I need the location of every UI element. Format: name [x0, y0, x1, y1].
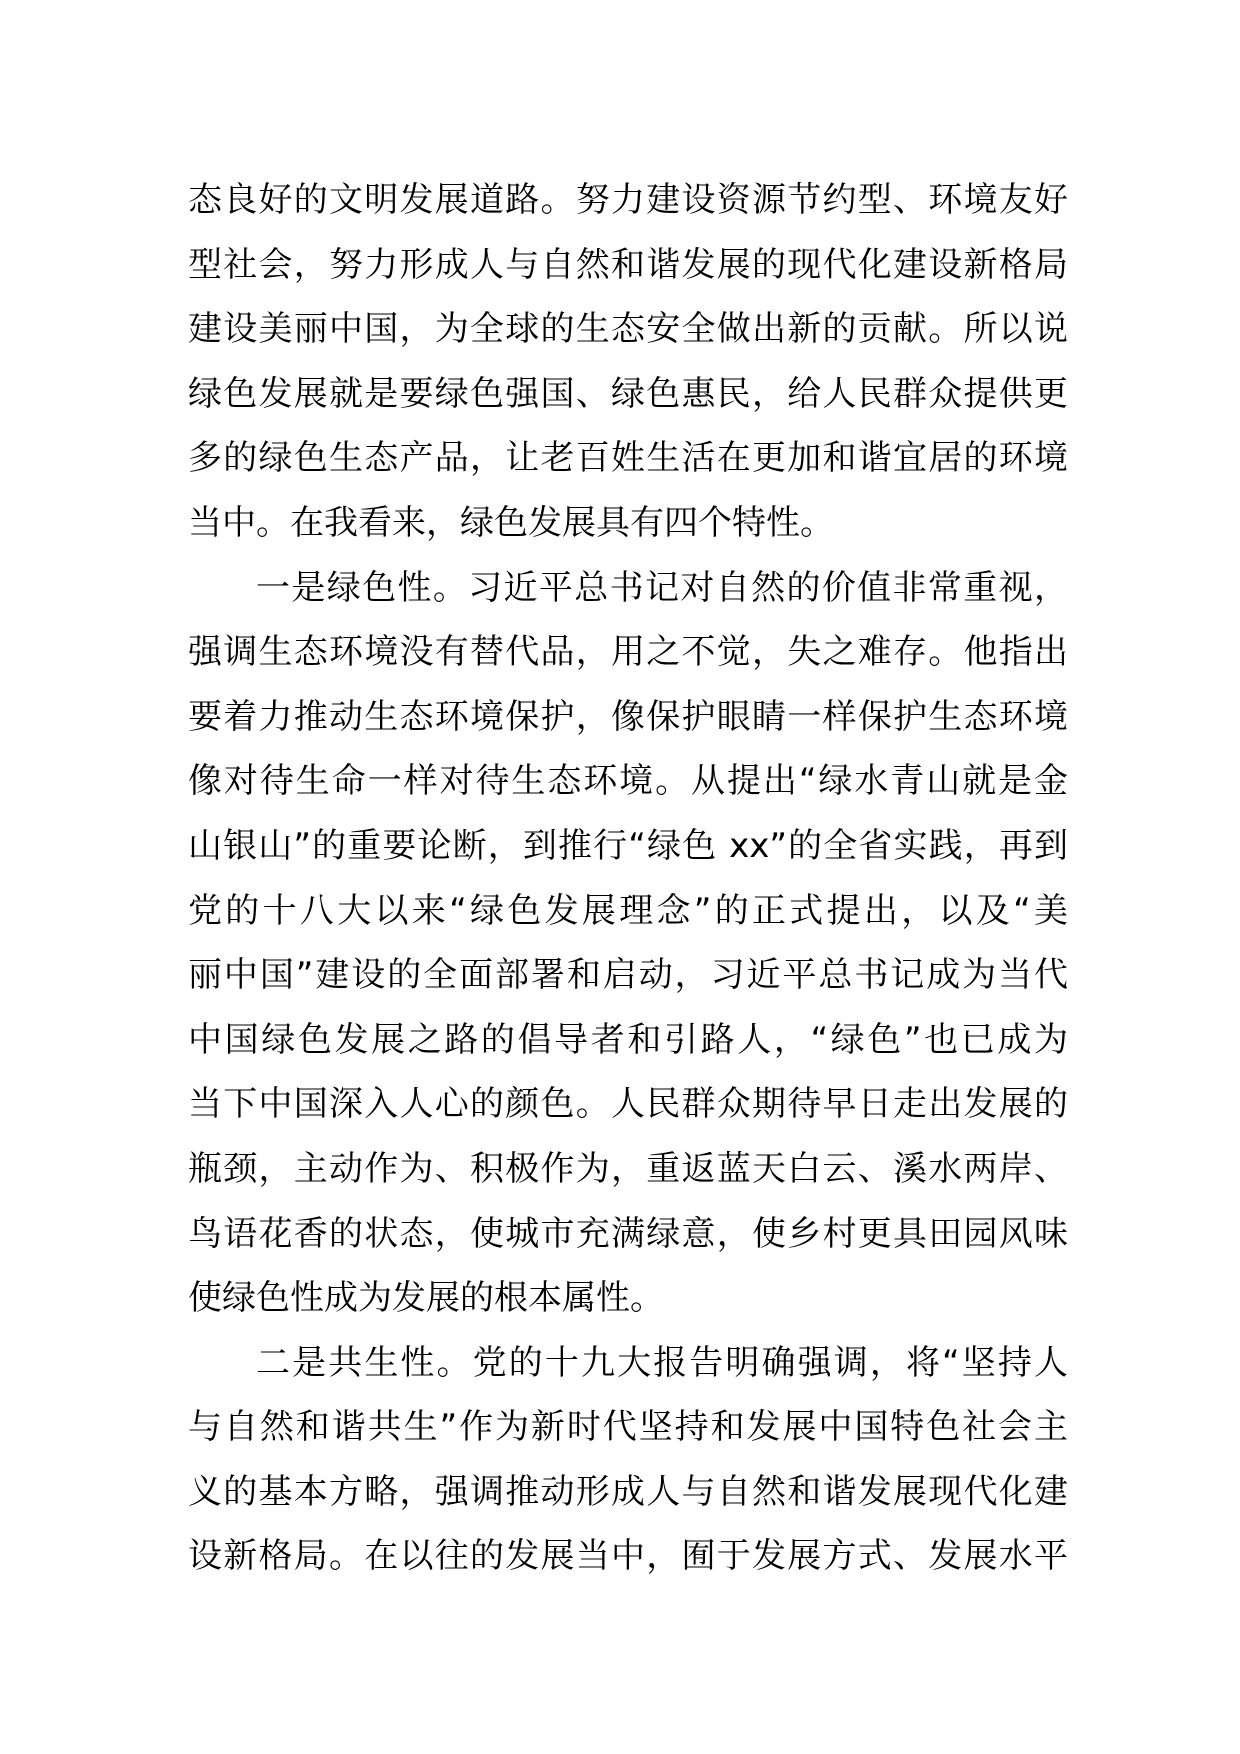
- text-line: 像对待生命一样对待生态环境。从提出“绿水青山就是金: [188, 761, 1068, 802]
- text-line: 态良好的文明发展道路。努力建设资源节约型、环境友好: [188, 180, 1068, 220]
- body-text: [188, 168, 1068, 1589]
- text-line: 当中。在我看来，绿色发展具有四个特性。: [188, 502, 834, 543]
- text-line: 要着力推动生态环境保护，像保护眼睛一样保护生态环境: [188, 696, 1068, 737]
- text-line: 与自然和谐共生”作为新时代坚持和发展中国特色社会主: [188, 1407, 1068, 1448]
- text-line: 鸟语花香的状态，使城市充满绿意，使乡村更具田园风味: [188, 1213, 1068, 1254]
- text-line: 山银山”的重要论断，到推行“绿色 xx”的全省实践，再到: [188, 825, 1068, 866]
- text-line: 设新格局。在以往的发展当中，囿于发展方式、发展水平: [188, 1536, 1068, 1577]
- text-line: 党的十八大以来“绿色发展理念”的正式提出，以及“美: [188, 890, 1068, 931]
- text-line: 义的基本方略，强调推动形成人与自然和谐发展现代化建: [188, 1471, 1068, 1512]
- text-line: 丽中国”建设的全面部署和启动，习近平总书记成为当代: [188, 955, 1068, 996]
- text-line: 当下中国深入人心的颜色。人民群众期待早日走出发展的: [188, 1084, 1068, 1125]
- text-line: 中国绿色发展之路的倡导者和引路人，“绿色”也已成为: [188, 1019, 1068, 1060]
- text-line: 型社会，努力形成人与自然和谐发展的现代化建设新格局: [188, 244, 1068, 285]
- text-line: 多的绿色生态产品，让老百姓生活在更加和谐宜居的环境: [188, 438, 1068, 479]
- text-line: 绿色发展就是要绿色强国、绿色惠民，给人民群众提供更: [188, 373, 1068, 414]
- text-line: 强调生态环境没有替代品，用之不觉，失之难存。他指出: [188, 632, 1068, 673]
- text-line: 建设美丽中国，为全球的生态安全做出新的贡献。所以说: [188, 309, 1068, 350]
- text-line: 一是绿色性。习近平总书记对自然的价值非常重视，: [256, 567, 1068, 608]
- text-line: 使绿色性成为发展的根本属性。: [188, 1278, 664, 1319]
- text-line: 瓶颈，主动作为、积极作为，重返蓝天白云、溪水两岸、: [188, 1148, 1068, 1189]
- text-line: 二是共生性。党的十九大报告明确强调，将“坚持人: [256, 1342, 1068, 1383]
